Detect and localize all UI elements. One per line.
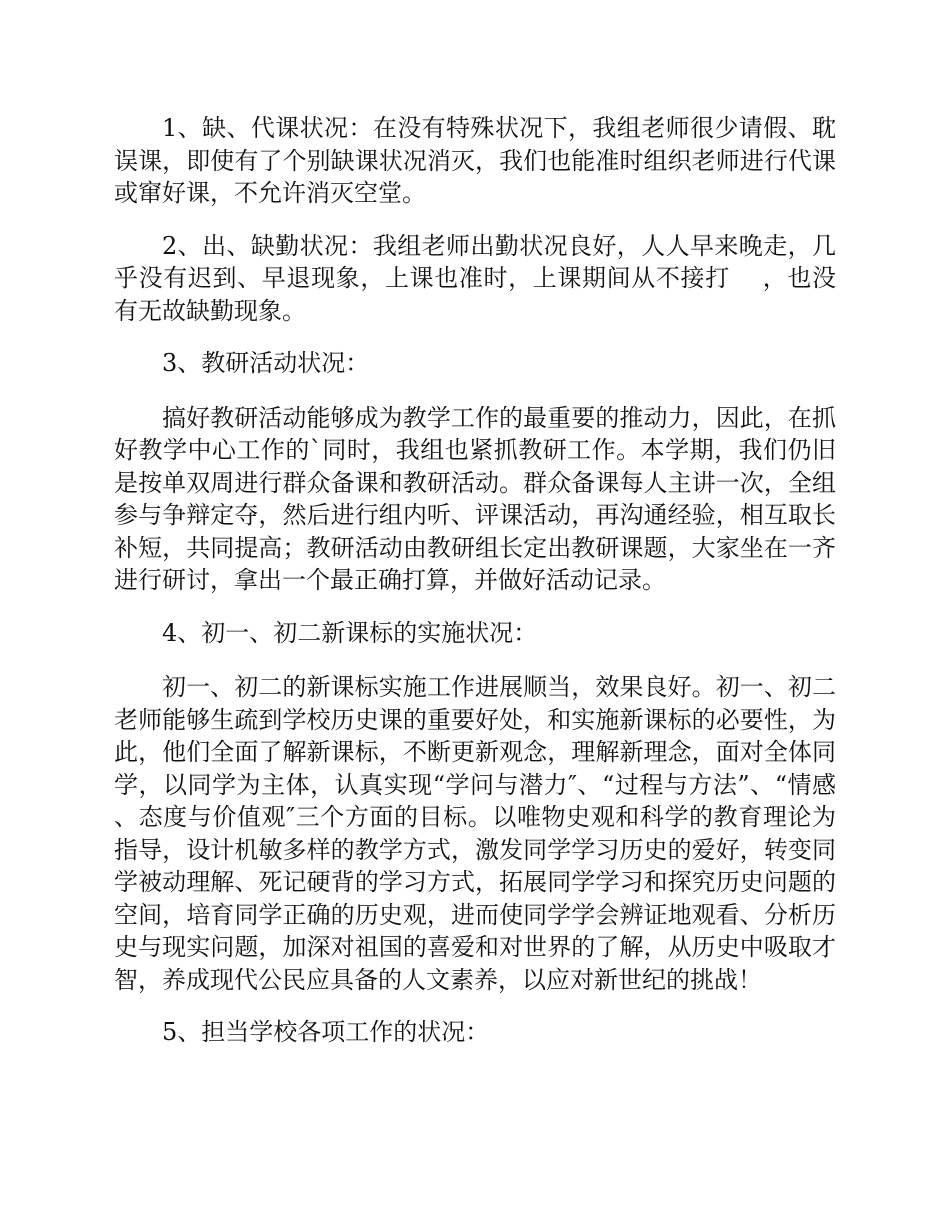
document-page (114, 112, 836, 1071)
paragraph-absence-substitute: 1、缺、代课状况：在没有特殊状况下，我组老师很少请假、耽误课，即使有了个别缺课状况消灭，我们也能准时组织老师进行代课或窜好课，不允许消灭空堂。 (114, 114, 836, 207)
heading-new-curriculum: 4、初一、初二新课标的实施状况： (162, 618, 538, 647)
paragraph-new-curriculum: 初一、初二的新课标实施工作进展顺当，效果良好。初一、初二老师能够生疏到学校历史课的重要好处，和实施新课标的必要性，为此，他们全面了解新课标，不断更新观念，理解新理念，面对全体同学，以同学为主体，认真实现“学问与潜力″、“过程与方法”、“情感、态度与价值观″三个方面的目标。以唯物史观和科学的教育理论为指导，设计机敏多样的教学方式，激发同学学习历史的爱好，转变同学被动理解、死记硬背的学习方式，拓展同学学习和探究历史问题的空间，培育同学正确的历史观，进而使同学学会辨证地观看、分析历史与现实问题，加深对祖国的喜爱和对世界的了解，从历史中吸取才智，养成现代公民应具备的人文素养，以应对新世纪的挑战！ (114, 673, 836, 994)
paragraph-attendance: 2、出、缺勤状况：我组老师出勤状况良好，人人早来晚走，几乎没有迟到、早退现象，上课也准时，上课期间从不接打 ，也没有无故缺勤现象。 (114, 231, 836, 325)
heading-teaching-research: 3、教研活动状况： (162, 349, 370, 377)
heading-school-work: 5、担当学校各项工作的状况： (162, 1018, 490, 1046)
paragraph-teaching-research: 搞好教研活动能够成为教学工作的最重要的推动力，因此，在抓好教学中心工作的`同时，我组也紧抓教研工作。本学期，我们仍旧是按单双周进行群众备课和教研活动。群众备课每人主讲一次，全组参与争辩定夺，然后进行组内听、评课活动，再沟通经验，相互取长补短，共同提高；教研活动由教研组长定出教研课题，大家坐在一齐进行研讨，拿出一个最正确打算，并做好活动记录。 (114, 403, 836, 594)
